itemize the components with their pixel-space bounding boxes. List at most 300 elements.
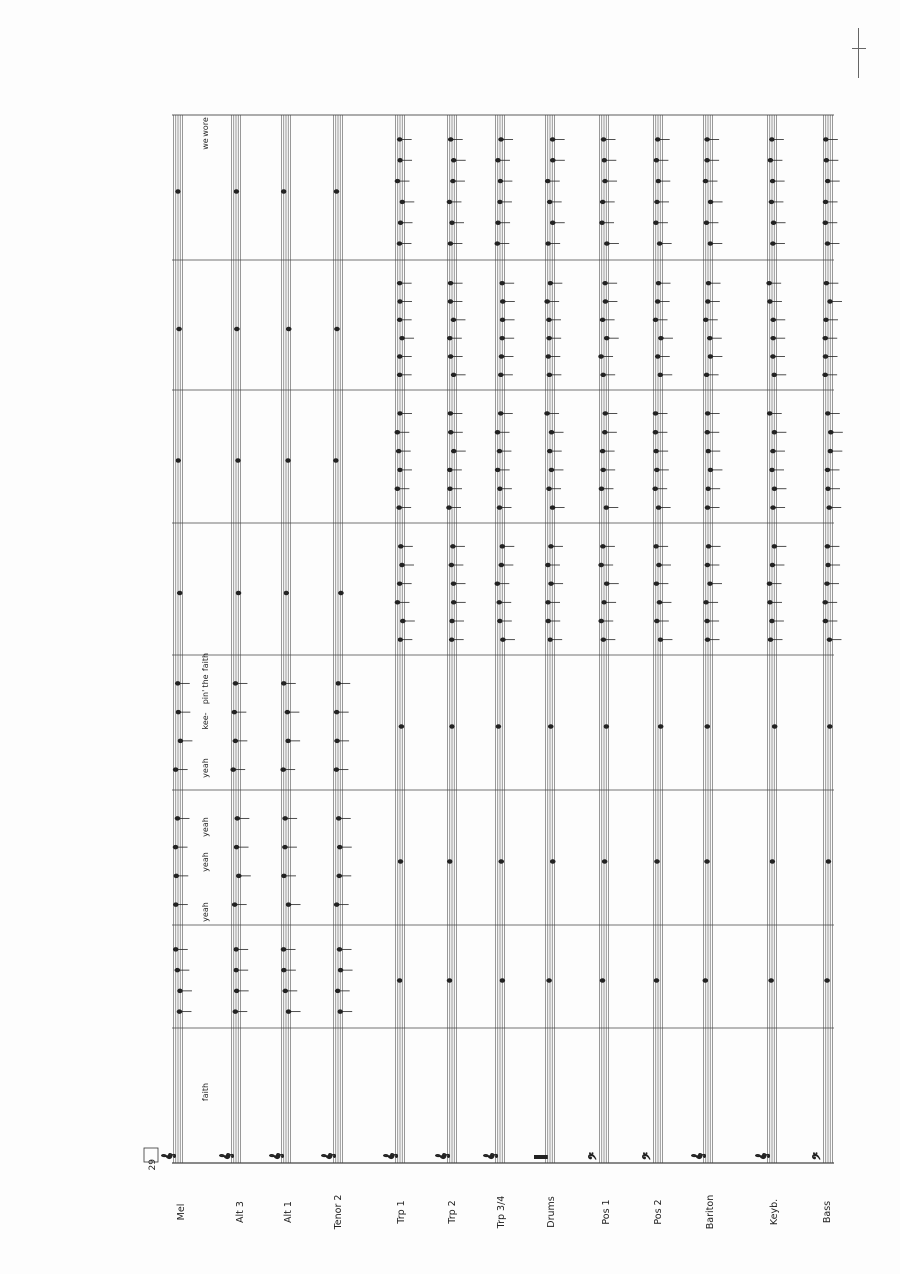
note-head bbox=[550, 138, 555, 141]
clef-icon: 𝄞 bbox=[219, 1152, 233, 1160]
note-head bbox=[604, 725, 609, 728]
note-head bbox=[548, 281, 553, 284]
note-head bbox=[498, 200, 503, 203]
note-head bbox=[398, 412, 403, 415]
note-head bbox=[826, 563, 831, 566]
note-head bbox=[703, 979, 708, 982]
note-head bbox=[448, 431, 453, 434]
note-head bbox=[234, 989, 239, 992]
note-head bbox=[706, 487, 711, 490]
note-head bbox=[495, 582, 500, 585]
note-head bbox=[336, 682, 341, 685]
note-head bbox=[547, 487, 552, 490]
note-head bbox=[284, 591, 289, 594]
note-head bbox=[497, 449, 502, 452]
note-head bbox=[768, 601, 773, 604]
note-head bbox=[498, 619, 503, 622]
note-head bbox=[401, 619, 406, 622]
note-head bbox=[600, 979, 605, 982]
lyric-syllable: the bbox=[201, 674, 210, 688]
note-head bbox=[338, 968, 343, 971]
note-head bbox=[236, 459, 241, 462]
note-head bbox=[449, 638, 454, 641]
note-head bbox=[545, 179, 550, 182]
note-head bbox=[177, 591, 182, 594]
note-head bbox=[653, 487, 658, 490]
note-head bbox=[447, 336, 452, 339]
note-head bbox=[655, 300, 660, 303]
note-head bbox=[823, 336, 828, 339]
note-head bbox=[825, 468, 830, 471]
note-head bbox=[451, 545, 456, 548]
note-head bbox=[656, 281, 661, 284]
note-head bbox=[499, 355, 504, 358]
lyric-syllable: faith bbox=[201, 652, 210, 672]
note-head bbox=[334, 903, 339, 906]
note-head bbox=[655, 619, 660, 622]
note-head bbox=[173, 768, 178, 771]
note-head bbox=[549, 431, 554, 434]
note-head bbox=[605, 242, 610, 245]
measure-number: 29 bbox=[148, 1159, 158, 1171]
note-head bbox=[499, 563, 504, 566]
note-head bbox=[602, 601, 607, 604]
note-head bbox=[767, 412, 772, 415]
note-head bbox=[495, 431, 500, 434]
note-head bbox=[398, 468, 403, 471]
note-head bbox=[658, 725, 663, 728]
note-head bbox=[447, 506, 452, 509]
note-head bbox=[708, 355, 713, 358]
note-head bbox=[499, 138, 504, 141]
note-head bbox=[451, 159, 456, 162]
note-head bbox=[547, 200, 552, 203]
note-head bbox=[771, 318, 776, 321]
note-head bbox=[708, 582, 713, 585]
note-head bbox=[495, 468, 500, 471]
note-head bbox=[703, 179, 708, 182]
note-head bbox=[397, 242, 402, 245]
note-head bbox=[175, 682, 180, 685]
note-head bbox=[657, 563, 662, 566]
note-head bbox=[335, 989, 340, 992]
note-head bbox=[449, 563, 454, 566]
note-head bbox=[705, 638, 710, 641]
note-head bbox=[771, 449, 776, 452]
note-head bbox=[548, 638, 553, 641]
note-head bbox=[234, 948, 239, 951]
note-head bbox=[769, 200, 774, 203]
note-head bbox=[599, 563, 604, 566]
note-head bbox=[548, 725, 553, 728]
note-head bbox=[450, 619, 455, 622]
note-head bbox=[398, 860, 403, 863]
note-head bbox=[498, 179, 503, 182]
note-head bbox=[546, 619, 551, 622]
note-head bbox=[397, 373, 402, 376]
note-head bbox=[654, 221, 659, 224]
note-head bbox=[550, 506, 555, 509]
note-head bbox=[655, 468, 660, 471]
note-head bbox=[286, 903, 291, 906]
note-head bbox=[824, 138, 829, 141]
note-head bbox=[334, 190, 339, 193]
note-head bbox=[448, 281, 453, 284]
instrument-labels bbox=[176, 1195, 833, 1231]
note-head bbox=[397, 979, 402, 982]
note-head bbox=[825, 979, 830, 982]
note-head bbox=[174, 903, 179, 906]
clef-icon: 𝄞 bbox=[269, 1152, 283, 1160]
note-head bbox=[602, 159, 607, 162]
lyric-syllable: we bbox=[201, 138, 210, 150]
note-head bbox=[281, 682, 286, 685]
note-head bbox=[769, 979, 774, 982]
note-head bbox=[770, 179, 775, 182]
note-head bbox=[498, 487, 503, 490]
note-head bbox=[498, 412, 503, 415]
lyric-syllable: pin' bbox=[201, 689, 210, 705]
note-head bbox=[823, 221, 828, 224]
note-head bbox=[708, 468, 713, 471]
note-head bbox=[656, 179, 661, 182]
note-head bbox=[705, 138, 710, 141]
note-head bbox=[235, 817, 240, 820]
note-head bbox=[447, 979, 452, 982]
clef-icon: 𝄞 bbox=[691, 1152, 705, 1160]
note-head bbox=[599, 619, 604, 622]
note-head bbox=[601, 545, 606, 548]
instrument-label: Pos 1 bbox=[601, 1199, 612, 1225]
note-head bbox=[658, 373, 663, 376]
note-head bbox=[653, 318, 658, 321]
note-head bbox=[286, 459, 291, 462]
note-head bbox=[173, 948, 178, 951]
note-head bbox=[496, 725, 501, 728]
note-head bbox=[337, 845, 342, 848]
note-head bbox=[550, 860, 555, 863]
note-head bbox=[547, 373, 552, 376]
instrument-label: Tenor 2 bbox=[333, 1194, 344, 1230]
note-head bbox=[236, 874, 241, 877]
note-head bbox=[655, 355, 660, 358]
note-head bbox=[451, 373, 456, 376]
note-head bbox=[232, 710, 237, 713]
note-head bbox=[601, 468, 606, 471]
note-head bbox=[177, 327, 182, 330]
note-head bbox=[395, 601, 400, 604]
note-head bbox=[282, 968, 287, 971]
note-head bbox=[334, 768, 339, 771]
instrument-label: Trp 2 bbox=[447, 1200, 458, 1224]
instrument-label: Trp 1 bbox=[396, 1200, 407, 1224]
note-head bbox=[824, 159, 829, 162]
note-head bbox=[603, 412, 608, 415]
note-head bbox=[234, 190, 239, 193]
note-head bbox=[825, 545, 830, 548]
note-head bbox=[448, 242, 453, 245]
note-head bbox=[286, 739, 291, 742]
instrument-label: Mel bbox=[176, 1203, 187, 1221]
note-head bbox=[448, 468, 453, 471]
note-head bbox=[707, 336, 712, 339]
note-head bbox=[397, 281, 402, 284]
note-head bbox=[603, 179, 608, 182]
note-head bbox=[400, 200, 405, 203]
note-head bbox=[657, 601, 662, 604]
note-head bbox=[600, 221, 605, 224]
note-head bbox=[281, 768, 286, 771]
note-head bbox=[599, 487, 604, 490]
note-head bbox=[500, 979, 505, 982]
lyric-syllable: yeah bbox=[201, 902, 210, 922]
note-head bbox=[448, 138, 453, 141]
note-head bbox=[281, 190, 286, 193]
note-head bbox=[495, 242, 500, 245]
note-head bbox=[334, 710, 339, 713]
note-head bbox=[397, 318, 402, 321]
note-head bbox=[546, 355, 551, 358]
note-head bbox=[282, 874, 287, 877]
note-head bbox=[339, 591, 344, 594]
note-head bbox=[451, 318, 456, 321]
note-head bbox=[335, 327, 340, 330]
note-head bbox=[547, 979, 552, 982]
note-head bbox=[395, 431, 400, 434]
note-head bbox=[176, 459, 181, 462]
lyrics bbox=[201, 117, 210, 1101]
note-head bbox=[283, 989, 288, 992]
note-head bbox=[600, 449, 605, 452]
note-head bbox=[451, 179, 456, 182]
note-head bbox=[768, 159, 773, 162]
note-head bbox=[704, 373, 709, 376]
note-head bbox=[768, 638, 773, 641]
note-head bbox=[178, 989, 183, 992]
note-head bbox=[501, 300, 506, 303]
note-head bbox=[829, 431, 834, 434]
note-head bbox=[823, 601, 828, 604]
instrument-label: Bass bbox=[822, 1200, 833, 1224]
note-head bbox=[603, 281, 608, 284]
note-head bbox=[399, 725, 404, 728]
note-head bbox=[546, 563, 551, 566]
note-head bbox=[234, 845, 239, 848]
note-head bbox=[826, 860, 831, 863]
lyric-syllable: yeah bbox=[201, 758, 210, 778]
note-head bbox=[653, 412, 658, 415]
note-head bbox=[500, 281, 505, 284]
instrument-label: Bariton bbox=[705, 1194, 716, 1230]
note-head bbox=[496, 159, 501, 162]
note-head bbox=[825, 179, 830, 182]
clef-icon: 𝄞 bbox=[321, 1152, 335, 1160]
note-head bbox=[828, 449, 833, 452]
note-head bbox=[448, 487, 453, 490]
instrument-label: Alt 3 bbox=[235, 1201, 246, 1223]
clef-icon: 𝄞 bbox=[161, 1152, 175, 1160]
note-head bbox=[656, 506, 661, 509]
instrument-label: Pos 2 bbox=[653, 1199, 664, 1225]
note-head bbox=[772, 431, 777, 434]
note-head bbox=[175, 968, 180, 971]
note-head bbox=[767, 281, 772, 284]
clef-icon: 𝄞 bbox=[383, 1152, 397, 1160]
note-head bbox=[175, 817, 180, 820]
note-head bbox=[653, 431, 658, 434]
note-head bbox=[231, 768, 236, 771]
note-head bbox=[451, 601, 456, 604]
note-head bbox=[706, 449, 711, 452]
note-head bbox=[602, 860, 607, 863]
note-head bbox=[655, 138, 660, 141]
note-head bbox=[398, 159, 403, 162]
note-head bbox=[654, 449, 659, 452]
note-head bbox=[336, 817, 341, 820]
clef-icon: 𝄞 bbox=[755, 1152, 769, 1160]
note-head bbox=[233, 682, 238, 685]
lyric-syllable: faith bbox=[201, 1082, 210, 1102]
note-head bbox=[549, 582, 554, 585]
clef-icon: 𝄢 bbox=[587, 1152, 601, 1160]
note-head bbox=[545, 412, 550, 415]
note-head bbox=[497, 506, 502, 509]
clef-icon: ‖ bbox=[533, 1154, 547, 1160]
note-head bbox=[398, 638, 403, 641]
note-head bbox=[398, 221, 403, 224]
note-head bbox=[708, 242, 713, 245]
note-head bbox=[654, 582, 659, 585]
crop-mark bbox=[852, 28, 866, 78]
note-head bbox=[399, 545, 404, 548]
note-head bbox=[448, 412, 453, 415]
note-head bbox=[772, 545, 777, 548]
note-head bbox=[285, 710, 290, 713]
note-head bbox=[395, 487, 400, 490]
note-head bbox=[828, 725, 833, 728]
clef-icon: 𝄢 bbox=[811, 1152, 825, 1160]
note-head bbox=[828, 300, 833, 303]
note-head bbox=[703, 318, 708, 321]
note-head bbox=[338, 1010, 343, 1013]
note-head bbox=[659, 336, 664, 339]
note-head bbox=[547, 318, 552, 321]
note-head bbox=[400, 563, 405, 566]
note-head bbox=[705, 159, 710, 162]
note-head bbox=[450, 725, 455, 728]
note-head bbox=[706, 545, 711, 548]
note-head bbox=[706, 281, 711, 284]
note-head bbox=[604, 582, 609, 585]
lyric-syllable: yeah bbox=[201, 817, 210, 837]
note-head bbox=[654, 979, 659, 982]
note-head bbox=[496, 221, 501, 224]
note-head bbox=[654, 159, 659, 162]
note-head bbox=[823, 200, 828, 203]
note-head bbox=[501, 638, 506, 641]
note-head bbox=[600, 200, 605, 203]
instrument-label: Trp 3/4 bbox=[496, 1195, 507, 1229]
note-head bbox=[397, 582, 402, 585]
note-head bbox=[823, 619, 828, 622]
note-head bbox=[824, 281, 829, 284]
note-head bbox=[500, 545, 505, 548]
note-head bbox=[767, 582, 772, 585]
note-head bbox=[500, 318, 505, 321]
note-head bbox=[547, 336, 552, 339]
note-head bbox=[655, 200, 660, 203]
note-head bbox=[705, 725, 710, 728]
lyric-syllable: yeah bbox=[201, 852, 210, 872]
note-head bbox=[235, 327, 240, 330]
note-head bbox=[176, 190, 181, 193]
note-head bbox=[655, 860, 660, 863]
note-head bbox=[173, 845, 178, 848]
note-head bbox=[601, 638, 606, 641]
instrument-label: Keyb. bbox=[769, 1198, 780, 1226]
note-head bbox=[447, 860, 452, 863]
note-head bbox=[600, 318, 605, 321]
note-head bbox=[174, 874, 179, 877]
note-head bbox=[177, 1010, 182, 1013]
note-head bbox=[603, 300, 608, 303]
note-head bbox=[823, 373, 828, 376]
note-head bbox=[704, 601, 709, 604]
note-head bbox=[283, 817, 288, 820]
note-head bbox=[771, 506, 776, 509]
note-head bbox=[176, 710, 181, 713]
instrument-label: Drums bbox=[546, 1196, 557, 1228]
note-head bbox=[658, 638, 663, 641]
note-head bbox=[400, 336, 405, 339]
note-head bbox=[772, 725, 777, 728]
note-head bbox=[770, 563, 775, 566]
note-head bbox=[706, 300, 711, 303]
note-head bbox=[772, 373, 777, 376]
note-head bbox=[499, 373, 504, 376]
note-head bbox=[599, 355, 604, 358]
note-head bbox=[826, 487, 831, 490]
note-head bbox=[233, 739, 238, 742]
note-head bbox=[771, 242, 776, 245]
note-head bbox=[396, 449, 401, 452]
note-head bbox=[397, 138, 402, 141]
note-head bbox=[770, 619, 775, 622]
note-head bbox=[398, 300, 403, 303]
note-head bbox=[546, 242, 551, 245]
note-head bbox=[601, 373, 606, 376]
note-head bbox=[771, 336, 776, 339]
note-head bbox=[770, 860, 775, 863]
note-head bbox=[337, 948, 342, 951]
lyric-syllable: wore bbox=[201, 117, 210, 137]
note-head bbox=[334, 459, 339, 462]
note-head bbox=[823, 355, 828, 358]
note-head bbox=[234, 968, 239, 971]
note-head bbox=[550, 221, 555, 224]
note-head bbox=[233, 1010, 238, 1013]
note-head bbox=[448, 300, 453, 303]
note-head bbox=[178, 739, 183, 742]
note-head bbox=[705, 563, 710, 566]
note-head bbox=[772, 487, 777, 490]
note-head bbox=[770, 138, 775, 141]
note-head bbox=[705, 619, 710, 622]
note-head bbox=[551, 159, 556, 162]
note-head bbox=[601, 138, 606, 141]
clef-icon: 𝄞 bbox=[435, 1152, 449, 1160]
note-head bbox=[286, 1010, 291, 1013]
